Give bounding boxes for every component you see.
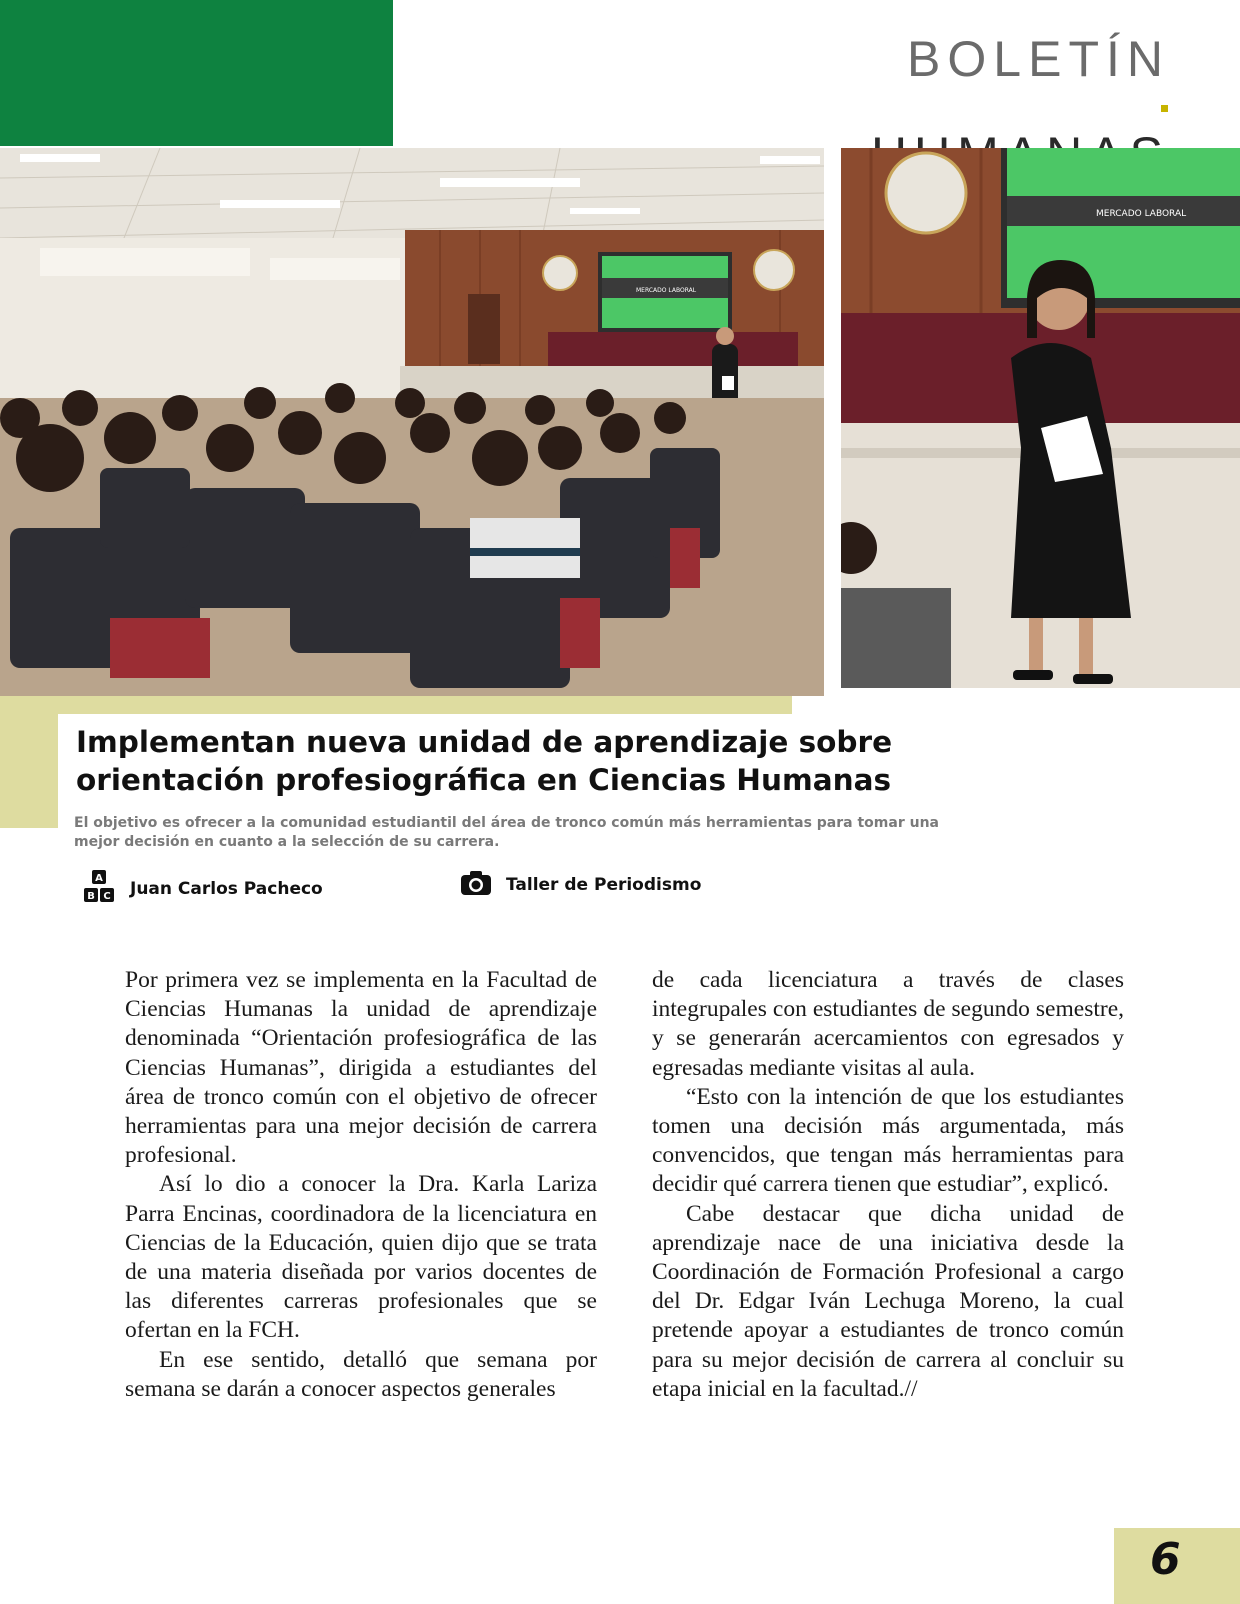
masthead-line1: BOLETÍN	[907, 31, 1170, 87]
photo-credit-name: Taller de Periodismo	[506, 875, 702, 895]
paragraph: Cabe destacar que dicha unidad de aprendizaje nace de una iniciativa desde la Coordinación de Formación Profesional a cargo del Dr. Edgar Iván Lechuga Moreno, la cual pretende apoyar a estudiantes de tronco común para su mejor decisión de carrera al concluir su etapa inicial en la facultad.//	[652, 1200, 1124, 1402]
side-screen-text: MERCADO LABORAL	[1096, 209, 1187, 219]
paragraph: de cada licenciatura a través de clases integrupales con estudiantes de segundo semestre, y se generarán acercamientos con egresados y egresadas mediante visitas al aula.	[652, 967, 1124, 1081]
page-number: 6	[1150, 1534, 1181, 1585]
svg-text:B: B	[87, 891, 95, 902]
paragraph: En ese sentido, detalló que semana por semana se darán a conocer aspectos generales	[125, 1346, 597, 1402]
author-credit	[82, 870, 323, 908]
photo-credit	[460, 870, 701, 900]
article-headline: Implementan nueva unidad de aprendizaje sobre orientación profesiográfica en Ciencias Humanas	[76, 725, 893, 797]
main-screen-text: MERCADO LABORAL	[636, 287, 697, 294]
main-photo	[0, 148, 824, 696]
paragraph: Por primera vez se implementa en la Facultad de Ciencias Humanas la unidad de aprendizaje denominada “Orientación profesiográfica de las Ciencias Humanas”, dirigida a estudiantes del área de tronco común con el objetivo de ofrecer herramientas para una mejor decisión de carrera profesional.	[125, 967, 597, 1169]
paragraph: Así lo dio a conocer la Dra. Karla Lariza Parra Encinas, coordinadora de la licenciatura en Ciencias de la Educación, quien dijo que se trata de una materia diseñada por varios docentes de las diferentes carreras profesionales que se ofertan en la FCH.	[125, 1171, 597, 1344]
camera-icon	[460, 870, 492, 900]
article-subheadline: El objetivo es ofrecer a la comunidad estudiantil del área de tronco común más herramientas para tomar una mejor decisión en cuanto a la selección de su carrera.	[74, 815, 939, 850]
header-green-block	[0, 0, 393, 146]
title-accent-left	[0, 696, 58, 828]
svg-text:C: C	[103, 891, 111, 902]
paragraph: “Esto con la intención de que los estudiantes tomen una decisión más argumentada, más convencidos, que tengan más herramientas para decidir qué carrera tienen que estudiar”, explicó.	[652, 1083, 1124, 1198]
side-photo-illustration	[841, 148, 1240, 688]
side-photo	[841, 148, 1240, 688]
masthead-dot	[1161, 105, 1168, 112]
author-name: Juan Carlos Pacheco	[130, 879, 323, 899]
abc-blocks-icon	[82, 870, 116, 908]
svg-text:A: A	[95, 873, 103, 884]
article-column-right	[652, 966, 1124, 1404]
article-column-left	[125, 966, 597, 1404]
main-photo-illustration	[0, 148, 824, 696]
